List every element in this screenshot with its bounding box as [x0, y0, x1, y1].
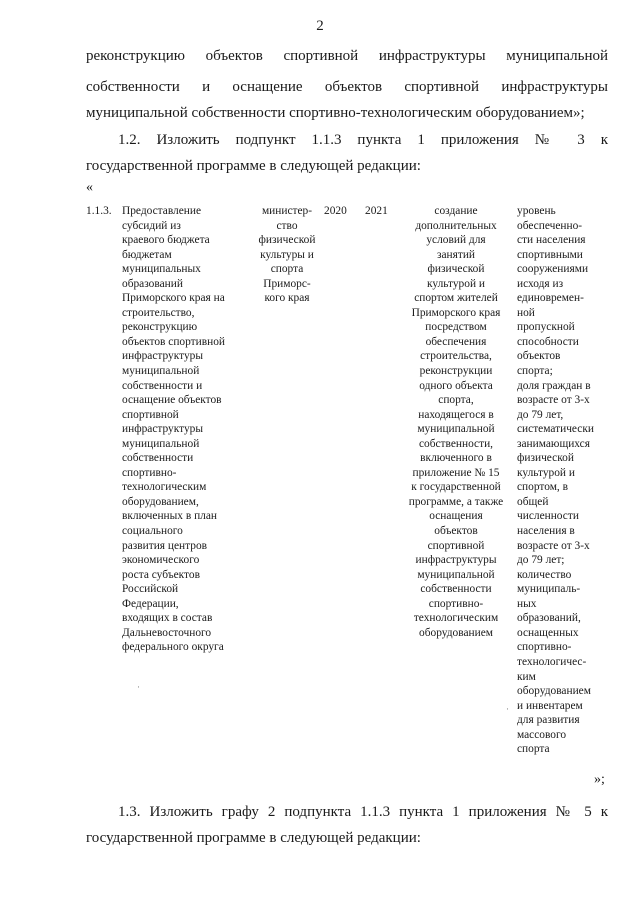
intro-line-3: муниципальной собственности спортивно-технологическим оборудованием»;	[86, 105, 585, 121]
open-quote: «	[86, 180, 93, 195]
item-1-3-line-1: 1.3. Изложить графу 2 подпункта 1.1.3 пункта 1 приложения № 5 к	[118, 804, 608, 820]
expected-result: создание дополнительных условий для занятий физической культурой и спортом жителей Приморского края посредством обеспечения строительства, реконструкции одного объекта спорта, находящегося в муниципальной собственности, включенного в приложение № 15 к государственной программе, а также оснащения объектов спортивной инфраструктуры муниципальной собственности спортивно- технологическим оборудованием	[408, 205, 504, 639]
year-end: 2021	[365, 205, 388, 217]
event-description: Предоставление субсидий из краевого бюджета бюджетам муниципальных образований Приморского края на строительство, реконструкцию объектов спортивной инфраструктуры муниципальной собственности и оснащение объектов спортивной инфраструктуры муниципальной собственности спортивно- технологическим оборудованием, включенных в план социального развития центров экономического роста субъектов Российской Федерации, входящих в состав Дальневосточного федерального округа	[122, 205, 226, 654]
responsible-executor: министер- ство физической культуры и спорта Приморс- кого края	[258, 205, 316, 305]
item-1-2-line-1: 1.2. Изложить подпункт 1.1.3 пункта 1 приложения № 3 к	[118, 132, 608, 148]
item-1-3-line-2: государственной программе в следующей редакции:	[86, 830, 421, 846]
scan-speck: ·	[137, 682, 140, 692]
scan-speck: ·	[506, 704, 509, 714]
row-number: 1.1.3.	[86, 205, 112, 217]
indicator: уровень обеспеченно- сти населения спортивными сооружениями исходя из единовремен- ной пропускной способности объектов спорта; доля граждан в возрасте от 3-х до 79 лет, систематически занимающихся физической культурой и спортом, в общей численности населения в возрасте от 3-х до 79 лет; количество муниципаль- ных образований, оснащенных спортивно- технологичес- ким оборудованием и инвентарем для развития массового спорта	[517, 205, 594, 756]
year-start: 2020	[324, 205, 347, 217]
page-number: 2	[316, 18, 324, 34]
intro-line-2: собственности и оснащение объектов спортивной инфраструктуры	[86, 79, 608, 95]
close-quote: »;	[594, 772, 605, 787]
item-1-2-line-2: государственной программе в следующей редакции:	[86, 158, 421, 174]
intro-line-1: реконструкцию объектов спортивной инфраструктуры муниципальной	[86, 48, 608, 64]
